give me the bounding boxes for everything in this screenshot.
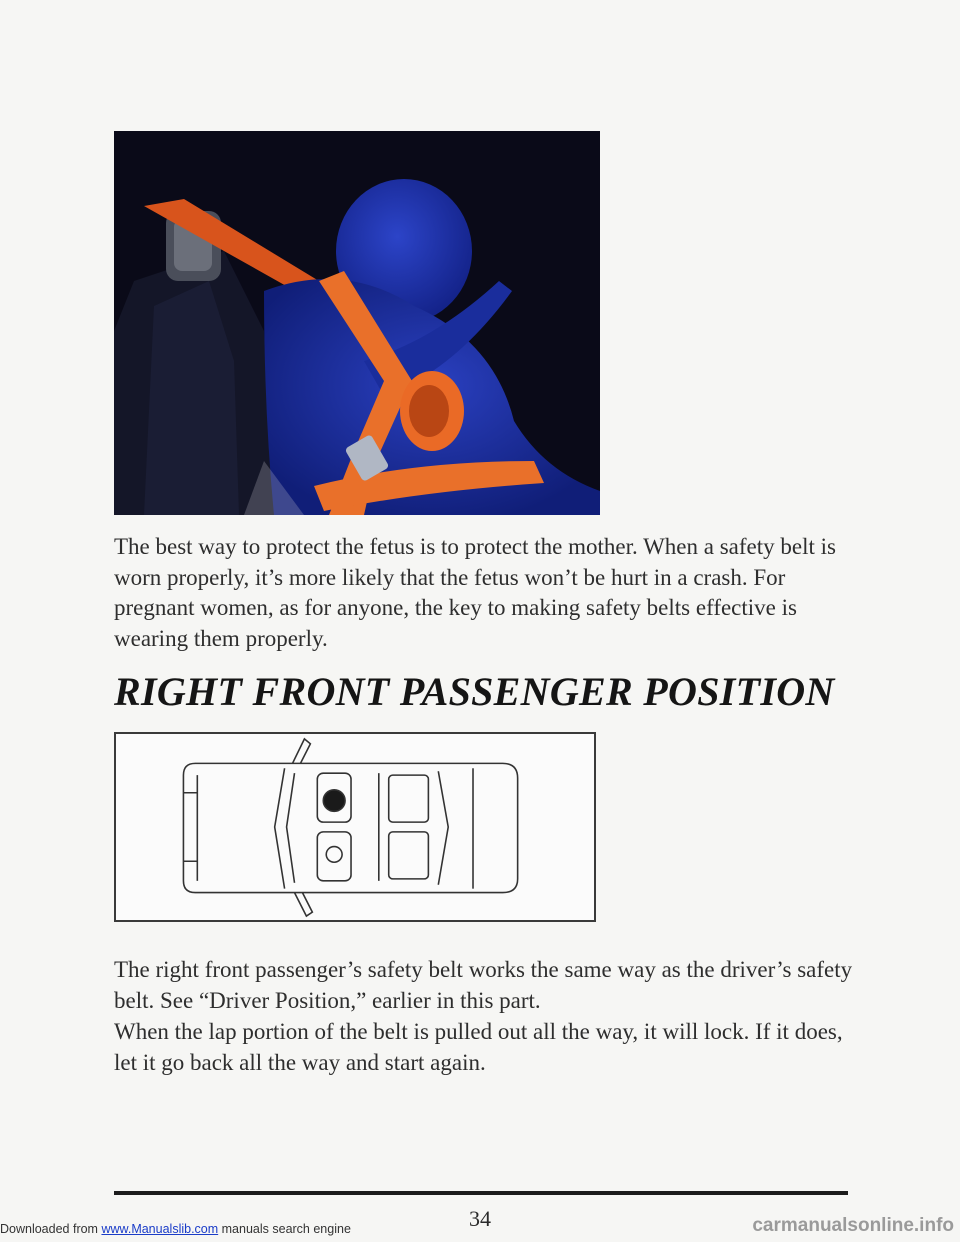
footer-rule — [114, 1191, 848, 1195]
lap-belt-lock-paragraph: When the lap portion of the belt is pulled out all the way, it will lock. If it does, let it go back all the way and start again. — [114, 1019, 843, 1075]
car-seating-diagram — [114, 732, 596, 922]
section-heading: RIGHT FRONT PASSENGER POSITION — [114, 669, 835, 714]
watermark: carmanualsonline.info — [752, 1215, 954, 1236]
download-suffix: manuals search engine — [218, 1222, 351, 1236]
page-number: 34 — [469, 1206, 491, 1231]
pregnant-passenger-illustration — [114, 131, 600, 515]
download-credit — [0, 1222, 351, 1236]
right-passenger-belt-paragraph: The right front passenger’s safety belt works the same way as the driver’s safety belt. See “Driver Position,” earlier in this part. — [114, 957, 853, 1013]
manualslib-link[interactable]: www.Manualslib.com — [101, 1222, 219, 1236]
download-prefix: Downloaded from — [0, 1222, 102, 1236]
fetus-protection-paragraph: The best way to protect the fetus is to protect the mother. When a safety belt is worn properly, it’s more likely that the fetus won’t be hurt in a crash. For pregnant women, as for anyone, the key to making safety belts effective is wearing them properly. — [114, 534, 836, 651]
